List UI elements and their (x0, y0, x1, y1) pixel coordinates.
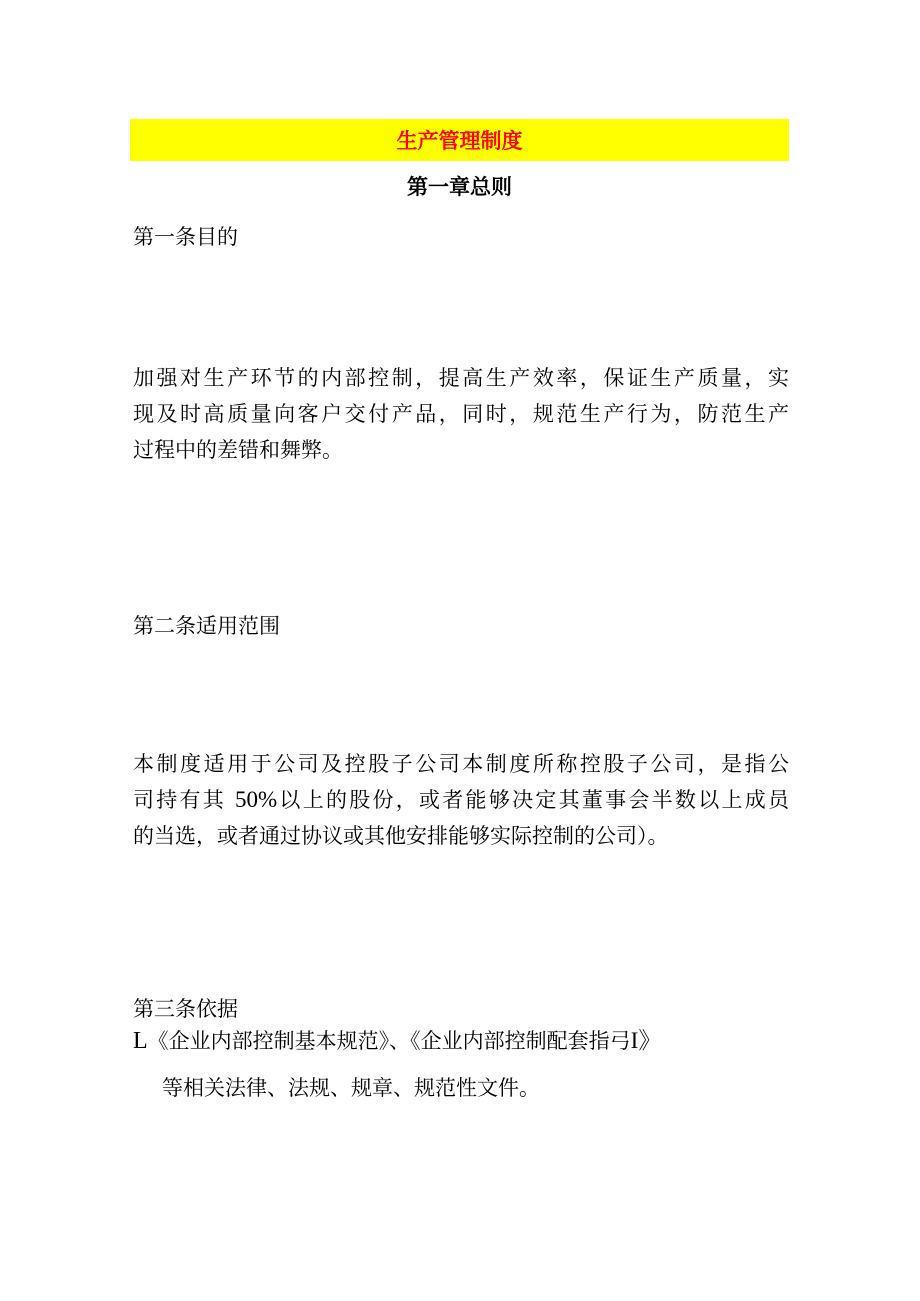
article-1-line-1: 加强对生产环节的内部控制，提高生产效率，保证生产质量，实 (133, 366, 789, 390)
article-2-heading: 第二条适用范围 (133, 614, 280, 638)
article-3-reference-text: 《企业内部控制基本规范》、《企业内部控制配套指弓 (147, 1029, 631, 1053)
document-title: 生产管理制度 (396, 129, 523, 153)
title-banner (130, 119, 789, 161)
article-3-heading: 第三条依据 (133, 997, 238, 1021)
article-1-line-2: 现及时高质量向客户交付产品，同时，规范生产行为，防范生产 (133, 402, 789, 426)
article-3-reference-tail: I》 (630, 1028, 662, 1053)
article-2-body (133, 746, 789, 854)
article-3-continuation: 等相关法律、法规、规章、规范性文件。 (162, 1076, 540, 1100)
article-2-percentage: 50% (235, 787, 278, 812)
article-1-line-3: 过程中的差错和舞弊。 (133, 438, 343, 462)
article-1-heading: 第一条目的 (133, 225, 238, 249)
chapter-heading: 第一章总则 (407, 175, 512, 199)
article-2-line-2-after: 以上的股份，或者能够决定其董事会半数以上成员 (277, 788, 789, 812)
article-2-line-2 (133, 782, 789, 818)
article-1-body (133, 360, 789, 468)
article-2-line-3: 的当选，或者通过协议或其他安排能够实际控制的公司）。 (133, 824, 669, 848)
article-2-line-2-before: 司持有其 (133, 788, 235, 812)
article-3-reference-line (133, 1026, 661, 1056)
article-3-lead-letter: L (133, 1028, 148, 1054)
article-2-line-1: 本制度适用于公司及控股子公司本制度所称控股子公司，是指公 (133, 752, 789, 776)
